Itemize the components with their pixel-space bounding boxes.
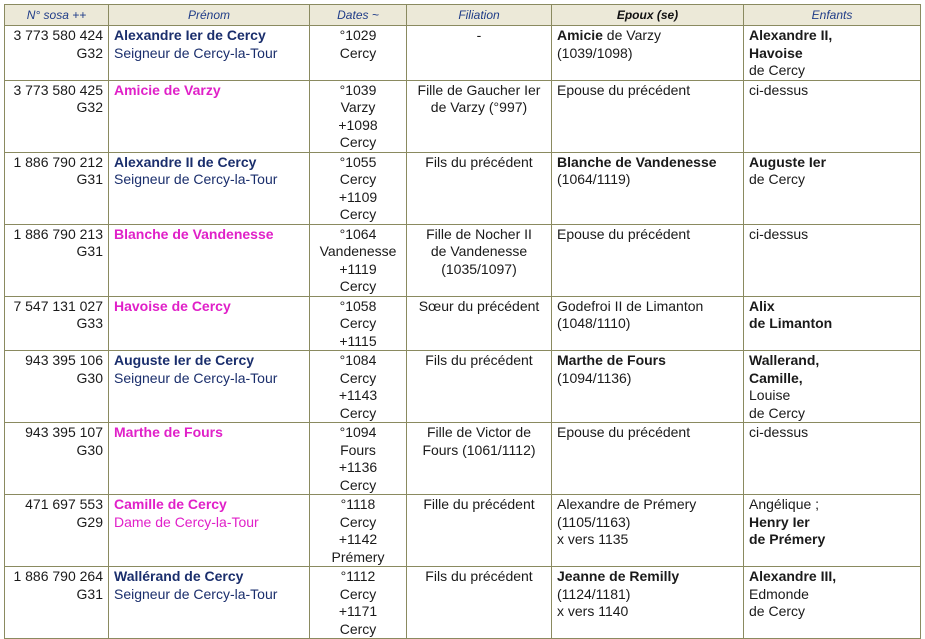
prenom-cell xyxy=(109,224,310,296)
text-segment: Angélique ; xyxy=(749,496,820,512)
enfants-cell xyxy=(744,423,921,495)
text-segment: de Cercy xyxy=(749,404,806,421)
text-segment: ci-dessus xyxy=(749,225,809,242)
header-row xyxy=(5,5,921,26)
dates-line: °1058 xyxy=(339,297,377,314)
prenom-line: Camille de Cercy xyxy=(114,496,227,512)
text-segment: (1105/1163) xyxy=(557,513,631,530)
prenom-line: Wallérand de Cercy xyxy=(114,568,244,584)
filiation-line: Fille du précédent xyxy=(423,496,535,512)
prenom-line: Seigneur de Cercy-la-Tour xyxy=(114,44,278,61)
text-segment: x vers 1140 xyxy=(557,603,629,619)
dates-line: Cercy xyxy=(339,206,377,222)
table-row xyxy=(5,80,921,152)
text-segment: (1039/1098) xyxy=(557,44,633,61)
prenom-line: Alexandre II de Cercy xyxy=(114,153,257,170)
dates-line: Fours xyxy=(340,441,376,458)
text-segment: Alexandre de Prémery xyxy=(557,496,697,512)
enfants-line xyxy=(749,226,915,244)
dates-cell xyxy=(310,26,407,81)
enfants-line xyxy=(749,154,915,172)
enfants-line xyxy=(749,370,915,388)
enfants-line xyxy=(749,82,915,100)
filiation-line: Fils du précédent xyxy=(425,153,533,170)
sosa-cell xyxy=(5,423,109,495)
text-segment: (1124/1181) xyxy=(557,585,631,602)
sosa-cell xyxy=(5,224,109,296)
header-sosa[interactable]: N° sosa ++ xyxy=(5,5,109,26)
filiation-line: Fils du précédent xyxy=(425,568,533,584)
dates-cell xyxy=(310,296,407,351)
dates-cell xyxy=(310,224,407,296)
prenom-cell xyxy=(109,296,310,351)
prenom-cell xyxy=(109,351,310,423)
dates-line: Vandenesse xyxy=(319,243,397,259)
enfants-line xyxy=(749,352,915,370)
sosa-line: 1 886 790 213 xyxy=(13,225,103,242)
dates-line: Cercy xyxy=(339,315,377,331)
epoux-cell xyxy=(552,26,744,81)
enfants-line xyxy=(749,45,915,63)
filiation-cell xyxy=(407,296,552,351)
prenom-cell xyxy=(109,26,310,81)
text-segment: de Cercy xyxy=(749,603,806,619)
enfants-line xyxy=(749,424,915,442)
text-segment: Godefroi II de Limanton xyxy=(557,297,704,314)
filiation-line: - xyxy=(476,27,482,43)
enfants-line xyxy=(749,405,915,423)
text-segment: x vers 1135 xyxy=(557,531,629,547)
dates-line: °1094 xyxy=(339,424,377,440)
text-segment: de Prémery xyxy=(749,531,826,547)
epoux-line xyxy=(557,514,738,532)
text-segment: de Varzy xyxy=(602,27,662,43)
table-row xyxy=(5,351,921,423)
dates-line: +1142 xyxy=(338,531,378,547)
prenom-line: Seigneur de Cercy-la-Tour xyxy=(114,585,278,602)
sosa-line: G30 xyxy=(76,441,103,458)
prenom-cell xyxy=(109,495,310,567)
enfants-line xyxy=(749,586,915,604)
filiation-line: Fille de Victor de xyxy=(426,424,531,440)
sosa-line: 471 697 553 xyxy=(25,496,103,512)
prenom-line: Blanche de Vandenesse xyxy=(114,225,274,242)
text-segment: Alexandre II, xyxy=(749,27,833,43)
text-segment: Alix xyxy=(749,297,775,314)
table-row xyxy=(5,152,921,224)
epoux-line xyxy=(557,586,738,604)
enfants-line xyxy=(749,62,915,80)
dates-line: Varzy xyxy=(340,99,376,115)
dates-line: Cercy xyxy=(339,404,377,421)
header-filiation[interactable]: Filiation xyxy=(407,5,552,26)
prenom-line: Auguste Ier de Cercy xyxy=(114,352,255,368)
epoux-cell xyxy=(552,80,744,152)
epoux-cell xyxy=(552,423,744,495)
filiation-cell xyxy=(407,152,552,224)
dates-line: °1039 xyxy=(339,81,377,98)
epoux-line xyxy=(557,424,738,442)
text-segment: Epouse du précédent xyxy=(557,81,691,98)
prenom-line: Seigneur de Cercy-la-Tour xyxy=(114,171,278,187)
sosa-line: G29 xyxy=(76,513,103,530)
sosa-line: G30 xyxy=(76,369,103,386)
dates-line: Cercy xyxy=(339,369,377,386)
text-segment: Alexandre III, xyxy=(749,568,837,584)
text-segment: (1094/1136) xyxy=(557,369,632,386)
epoux-line xyxy=(557,370,738,388)
header-epoux[interactable]: Epoux (se) xyxy=(552,5,744,26)
sosa-line: 1 886 790 264 xyxy=(13,568,103,584)
text-segment: Epouse du précédent xyxy=(557,424,691,440)
enfants-line xyxy=(749,315,915,333)
text-segment: Edmonde xyxy=(749,585,809,602)
sosa-cell xyxy=(5,296,109,351)
sosa-cell xyxy=(5,152,109,224)
filiation-line: (1035/1097) xyxy=(441,260,517,277)
dates-cell xyxy=(310,80,407,152)
dates-line: Cercy xyxy=(339,585,377,602)
filiation-cell xyxy=(407,224,552,296)
enfants-line xyxy=(749,171,915,189)
prenom-cell xyxy=(109,80,310,152)
filiation-line: de Varzy (°997) xyxy=(430,99,528,115)
epoux-cell xyxy=(552,152,744,224)
epoux-line xyxy=(557,568,738,586)
enfants-line xyxy=(749,496,915,514)
enfants-line xyxy=(749,298,915,316)
table-row xyxy=(5,224,921,296)
text-segment: de Cercy xyxy=(749,171,806,187)
epoux-cell xyxy=(552,495,744,567)
enfants-cell xyxy=(744,26,921,81)
dates-line: °1112 xyxy=(340,568,376,584)
genealogy-table xyxy=(4,4,921,639)
text-segment: de Cercy xyxy=(749,62,806,78)
text-segment: (1064/1119) xyxy=(557,171,631,187)
filiation-cell xyxy=(407,423,552,495)
sosa-cell xyxy=(5,80,109,152)
sosa-line: G31 xyxy=(76,585,103,602)
filiation-cell xyxy=(407,26,552,81)
sosa-line: 3 773 580 424 xyxy=(13,27,103,43)
epoux-line xyxy=(557,226,738,244)
enfants-cell xyxy=(744,495,921,567)
prenom-cell xyxy=(109,423,310,495)
enfants-line xyxy=(749,387,915,405)
dates-line: Cercy xyxy=(339,476,377,493)
epoux-line xyxy=(557,315,738,333)
dates-cell xyxy=(310,423,407,495)
text-segment: Wallerand, xyxy=(749,352,820,368)
text-segment: Blanche de Vandenesse xyxy=(557,153,717,170)
enfants-line xyxy=(749,514,915,532)
text-segment: ci-dessus xyxy=(749,81,809,98)
enfants-line xyxy=(749,568,915,586)
sosa-line: 7 547 131 027 xyxy=(13,297,103,314)
enfants-cell xyxy=(744,152,921,224)
table-row xyxy=(5,495,921,567)
epoux-line xyxy=(557,531,738,549)
sosa-line: G31 xyxy=(76,171,103,187)
filiation-line: Fils du précédent xyxy=(425,352,533,368)
filiation-line: Sœur du précédent xyxy=(418,297,540,314)
epoux-line xyxy=(557,496,738,514)
dates-line: Cercy xyxy=(339,171,377,187)
prenom-line: Havoise de Cercy xyxy=(114,297,231,314)
dates-line: °1118 xyxy=(340,496,376,512)
dates-line: Cercy xyxy=(339,44,377,61)
dates-line: °1064 xyxy=(339,225,377,242)
header-enfants[interactable]: Enfants xyxy=(744,5,921,26)
epoux-line xyxy=(557,45,738,63)
epoux-line xyxy=(557,82,738,100)
dates-line: +1109 xyxy=(338,188,378,205)
sosa-line: G32 xyxy=(76,44,103,61)
prenom-line: Seigneur de Cercy-la-Tour xyxy=(114,369,278,386)
epoux-line xyxy=(557,298,738,316)
table-row xyxy=(5,423,921,495)
dates-line: °1029 xyxy=(339,27,377,43)
sosa-line: 943 395 107 xyxy=(25,424,103,440)
sosa-line: G31 xyxy=(76,243,103,259)
enfants-line xyxy=(749,27,915,45)
sosa-line: 3 773 580 425 xyxy=(13,81,103,98)
sosa-cell xyxy=(5,26,109,81)
prenom-line: Marthe de Fours xyxy=(114,424,223,440)
enfants-cell xyxy=(744,80,921,152)
epoux-cell xyxy=(552,224,744,296)
header-prenom[interactable]: Prénom xyxy=(109,5,310,26)
sosa-cell xyxy=(5,351,109,423)
dates-line: +1143 xyxy=(338,387,378,403)
dates-line: Prémery xyxy=(331,548,385,565)
dates-line: +1115 xyxy=(339,332,377,349)
dates-cell xyxy=(310,351,407,423)
text-segment: Amicie xyxy=(557,27,603,43)
enfants-cell xyxy=(744,224,921,296)
epoux-cell xyxy=(552,296,744,351)
epoux-line xyxy=(557,154,738,172)
sosa-line: G33 xyxy=(76,315,103,331)
dates-line: Cercy xyxy=(339,513,377,530)
filiation-cell xyxy=(407,495,552,567)
prenom-line: Alexandre Ier de Cercy xyxy=(114,27,266,43)
dates-line: +1171 xyxy=(338,603,378,619)
dates-line: Cercy xyxy=(339,134,377,150)
sosa-cell xyxy=(5,495,109,567)
prenom-line: Amicie de Varzy xyxy=(114,81,221,98)
text-segment: Epouse du précédent xyxy=(557,225,691,242)
enfants-line xyxy=(749,603,915,621)
epoux-line xyxy=(557,603,738,621)
text-segment: ci-dessus xyxy=(749,424,809,440)
text-segment: Camille, xyxy=(749,369,803,386)
dates-line: +1119 xyxy=(339,260,377,277)
epoux-line xyxy=(557,352,738,370)
filiation-cell xyxy=(407,80,552,152)
text-segment: Havoise xyxy=(749,44,803,61)
filiation-line: Fours (1061/1112) xyxy=(422,441,536,458)
dates-cell xyxy=(310,495,407,567)
dates-line: +1136 xyxy=(338,459,378,475)
dates-line: Cercy xyxy=(339,620,377,637)
sosa-line: 943 395 106 xyxy=(25,352,103,368)
epoux-cell xyxy=(552,351,744,423)
filiation-cell xyxy=(407,351,552,423)
text-segment: Louise xyxy=(749,387,791,403)
enfants-cell xyxy=(744,296,921,351)
enfants-line xyxy=(749,531,915,549)
header-dates[interactable]: Dates ~ xyxy=(310,5,407,26)
filiation-line: Fille de Gaucher Ier xyxy=(417,81,541,98)
table-row xyxy=(5,26,921,81)
prenom-cell xyxy=(109,152,310,224)
table-row xyxy=(5,296,921,351)
sosa-line: 1 886 790 212 xyxy=(13,153,103,170)
text-segment: (1048/1110) xyxy=(557,315,631,331)
dates-cell xyxy=(310,152,407,224)
filiation-line: de Vandenesse xyxy=(430,243,528,259)
enfants-cell xyxy=(744,351,921,423)
dates-line: °1084 xyxy=(339,352,377,368)
sosa-line: G32 xyxy=(76,99,103,115)
epoux-line xyxy=(557,171,738,189)
dates-line: +1098 xyxy=(338,116,378,133)
text-segment: Henry Ier xyxy=(749,513,810,530)
epoux-line xyxy=(557,27,738,45)
dates-line: Cercy xyxy=(339,278,377,294)
dates-line: °1055 xyxy=(339,153,377,170)
filiation-line: Fille de Nocher II xyxy=(426,225,532,242)
text-segment: Marthe de Fours xyxy=(557,352,666,368)
text-segment: Jeanne de Remilly xyxy=(557,568,680,584)
prenom-line: Dame de Cercy-la-Tour xyxy=(114,513,259,530)
text-segment: Auguste Ier xyxy=(749,153,827,170)
text-segment: de Limanton xyxy=(749,315,833,331)
